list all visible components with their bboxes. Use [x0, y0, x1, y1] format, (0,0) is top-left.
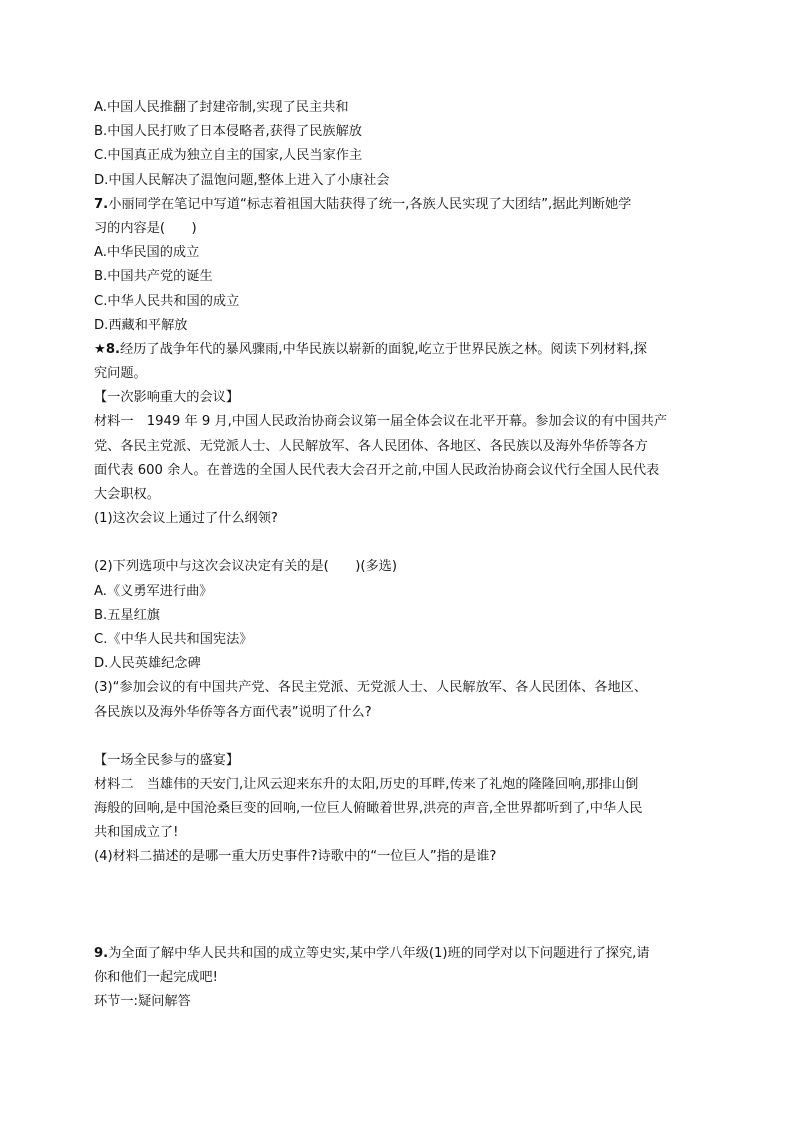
q7-option-d: D.西藏和平解放	[94, 317, 188, 333]
q8-sub1: (1)这次会议上通过了什么纲领?	[94, 511, 278, 527]
q6-option-d: D.中国人民解决了温饱问题,整体上进入了小康社会	[94, 172, 390, 188]
q8-section1-title: 【一次影响重大的会议】	[94, 390, 240, 406]
q9-number: 9.	[94, 945, 109, 961]
q8-material2-line2: 海般的回响,是中国沧桑巨变的回响,一位巨人俯瞰着世界,洪亮的声音,全世界都听到了,中华人民	[94, 801, 643, 817]
q9-stem-line1: 9.为全面了解中华人民共和国的成立等史实,某中学八年级(1)班的同学对以下问题进行了探究,请	[94, 945, 650, 961]
q6-option-b: B.中国人民打败了日本侵略者,获得了民族解放	[94, 124, 362, 140]
q8-material1-line1: 材料一 1949 年 9 月,中国人民政治协商会议第一届全体会议在北平开幕。参加会议的有中国共产	[94, 414, 668, 430]
q8-sub2-option-b: B.五星红旗	[94, 607, 160, 623]
q8-sub3-line1: (3)“参加会议的有中国共产党、各民主党派、无党派人士、人民解放军、各人民团体、各地区、	[94, 680, 648, 696]
q8-material1-line3: 面代表 600 余人。在普选的全国人民代表大会召开之前,中国人民政治协商会议代行全国人民代表	[94, 462, 660, 478]
q9-stem-line2: 你和他们一起完成吧!	[94, 969, 218, 985]
q8-sub2-option-c: C.《中华人民共和国宪法》	[94, 631, 253, 647]
page-content	[94, 96, 714, 1014]
q8-sub3-line2: 各民族以及海外华侨等各方面代表”说明了什么?	[94, 704, 372, 720]
q8-sub3-answer-space	[94, 725, 714, 749]
q6-option-c: C.中国真正成为独立自主的国家,人民当家作主	[94, 148, 363, 164]
q8-sub2: (2)下列选项中与这次会议决定有关的是( )(多选)	[94, 559, 398, 575]
q9-step1: 环节一:疑问解答	[94, 994, 191, 1009]
q8-stem-line1: ★8.经历了战争年代的暴风骤雨,中华民族以崭新的面貌,屹立于世界民族之林。阅读下列材料,探	[94, 341, 647, 357]
q8-number: ★8.	[94, 341, 121, 357]
q7-option-a: A.中华民国的成立	[94, 245, 200, 261]
q8-stem-line2: 究问题。	[94, 366, 147, 382]
q6-option-a: A.中国人民推翻了封建帝制,实现了民主共和	[94, 100, 349, 115]
q8-section2-title: 【一场全民参与的盛宴】	[94, 752, 240, 768]
q8-material2-line3: 共和国成立了!	[94, 825, 179, 841]
q7-option-b: B.中国共产党的诞生	[94, 269, 213, 285]
q8-sub4: (4)材料二描述的是哪一重大历史事件?诗歌中的“一位巨人”指的是谁?	[94, 849, 497, 865]
q8-sub2-option-d: D.人民英雄纪念碑	[94, 656, 201, 672]
q7-number: 7.	[94, 196, 109, 212]
q8-material2-line1: 材料二 当雄伟的天安门,让风云迎来东升的太阳,历史的耳畔,传来了礼炮的隆隆回响,那排山倒	[94, 776, 639, 792]
q8-material1-line2: 党、各民主党派、无党派人士、人民解放军、各人民团体、各地区、各民族以及海外华侨等各方	[94, 438, 648, 454]
q8-sub1-answer-space	[94, 531, 714, 555]
q8-material1-line4: 大会职权。	[94, 487, 160, 502]
q8-sub2-option-a: A.《义勇军进行曲》	[94, 583, 213, 599]
q8-sub4-answer-space	[94, 870, 714, 942]
q7-option-c: C.中华人民共和国的成立	[94, 293, 240, 309]
q7-stem-line1: 7.小丽同学在笔记中写道“标志着祖国大陆获得了统一,各族人民实现了大团结”,据此判断她学	[94, 196, 632, 212]
q7-stem-line2: 习的内容是( )	[94, 220, 197, 236]
